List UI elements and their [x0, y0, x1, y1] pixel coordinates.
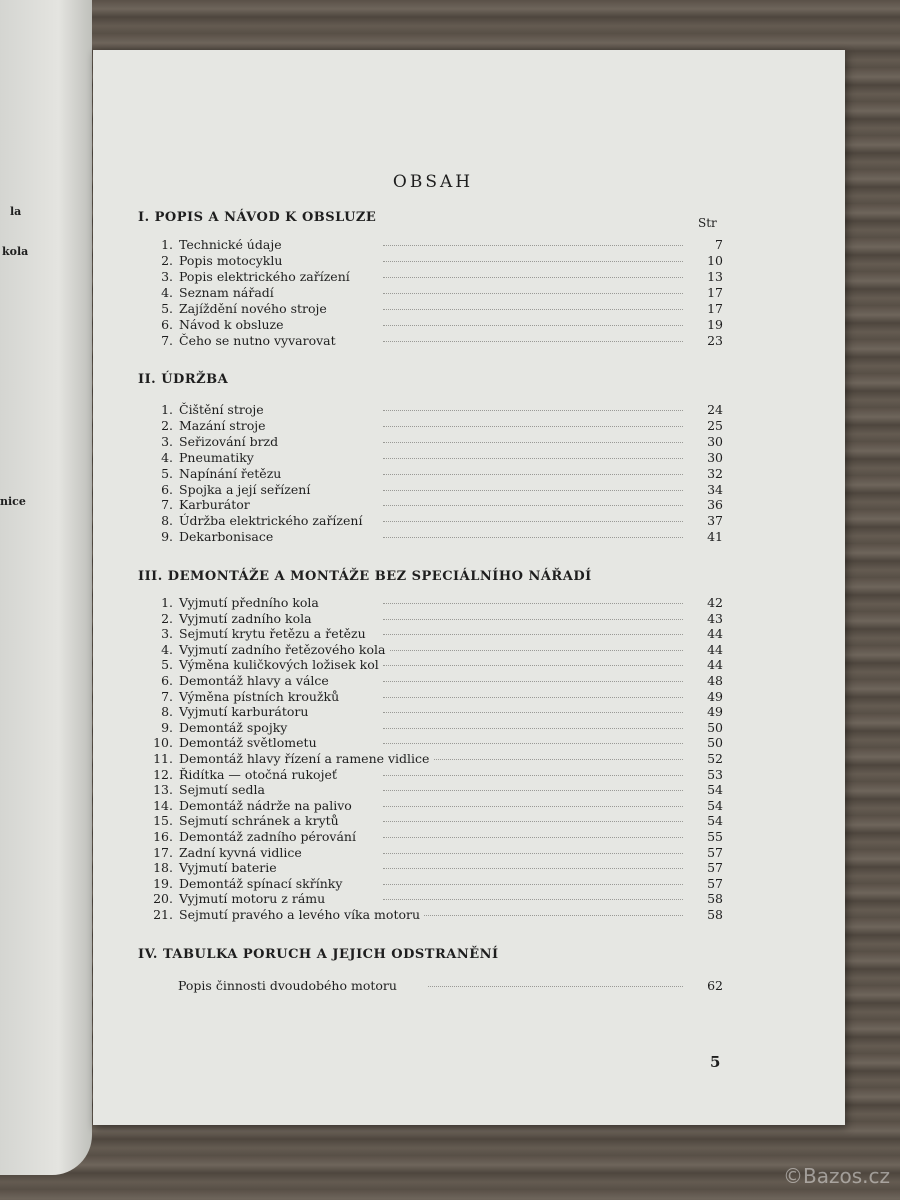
toc-entry: [133, 751, 723, 767]
section-heading: III. DEMONTÁŽE A MONTÁŽE BEZ SPECIÁLNÍHO NÁŘADÍ: [138, 569, 592, 584]
dot-leader: [383, 619, 683, 620]
toc-entry: [133, 450, 723, 466]
entry-number: 7.: [161, 333, 173, 348]
dot-leader: [383, 325, 683, 326]
dot-leader: [383, 915, 683, 916]
dot-leader: [383, 341, 683, 342]
entry-number: 6.: [161, 673, 173, 688]
toc-entry: [133, 798, 723, 814]
dot-leader: [383, 426, 683, 427]
entry-page: 48: [703, 673, 723, 688]
entry-title: Vyjmutí zadního kola: [179, 611, 316, 626]
entry-title: Návod k obsluze: [179, 317, 287, 332]
entry-title: Vyjmutí předního kola: [179, 595, 323, 610]
entry-number: 13.: [153, 782, 173, 798]
dot-leader: [383, 853, 683, 854]
entry-page: 30: [703, 434, 723, 449]
entry-number: 7.: [161, 688, 173, 704]
toc-entry: [178, 978, 723, 994]
entry-number: 15.: [153, 813, 173, 829]
entry-number: 17.: [153, 844, 173, 860]
entry-page: 49: [703, 689, 723, 704]
dot-leader: [383, 868, 683, 869]
dot-leader: [383, 712, 683, 713]
entry-title: Sejmutí krytu řetězu a řetězu: [179, 626, 370, 641]
entry-title: Demontáž hlavy řízení a ramene vidlice: [179, 751, 433, 766]
entry-number: 14.: [153, 797, 173, 813]
entry-page: 10: [703, 253, 723, 268]
entry-title: Čištění stroje: [179, 402, 268, 417]
toc-entry: [133, 402, 723, 418]
toc-entry: [133, 704, 723, 720]
entry-page: 13: [703, 269, 723, 284]
entry-title: Demontáž nádrže na palivo: [179, 798, 356, 813]
entry-number: 7.: [161, 497, 173, 513]
entry-page: 62: [703, 978, 723, 993]
entry-number: 10.: [153, 735, 173, 751]
entry-page: 23: [703, 333, 723, 348]
entry-page: 55: [703, 829, 723, 844]
entry-title: Technické údaje: [179, 237, 286, 252]
dot-leader: [383, 442, 683, 443]
entry-title: Řidítka — otočná rukojeť: [179, 767, 341, 782]
dot-leader: [383, 293, 683, 294]
entry-title: Dekarbonisace: [179, 529, 277, 544]
entry-number: 4.: [161, 641, 173, 657]
entry-number: 4.: [161, 285, 173, 300]
entry-title: Pneumatiky: [179, 450, 258, 465]
dot-leader: [383, 806, 683, 807]
entry-number: 9.: [161, 529, 173, 545]
entry-title: Sejmutí pravého a levého víka motoru: [179, 907, 424, 922]
entry-title: Seznam nářadí: [179, 285, 278, 300]
toc-entry: [133, 529, 723, 545]
entry-page: 57: [703, 845, 723, 860]
entry-title: Výměna kuličkových ložisek kol: [179, 657, 383, 672]
toc-entry: [133, 269, 723, 285]
entry-number: 16.: [153, 829, 173, 844]
entry-title: Popis elektrického zařízení: [179, 269, 354, 284]
entry-title: Vyjmutí baterie: [179, 860, 281, 875]
section-heading: IV. TABULKA PORUCH A JEJICH ODSTRANĚNÍ: [138, 947, 499, 962]
entry-title: Zajíždění nového stroje: [179, 301, 331, 316]
toc-entry: [133, 513, 723, 529]
entry-page: 44: [703, 626, 723, 641]
entry-title: Údržba elektrického zařízení: [179, 513, 366, 528]
page-title: OBSAH: [392, 172, 474, 192]
dot-leader: [383, 458, 683, 459]
entry-title: Zadní kyvná vidlice: [179, 845, 306, 860]
left-page: [0, 0, 92, 1175]
entry-number: 5.: [161, 657, 173, 673]
dot-leader: [383, 899, 683, 900]
entry-number: 5.: [161, 301, 173, 316]
entry-page: 17: [703, 301, 723, 316]
entry-number: 1.: [161, 402, 173, 417]
entry-page: 19: [703, 317, 723, 332]
left-page-fragment: nice: [0, 495, 26, 508]
section-heading: II. ÚDRŽBA: [138, 372, 229, 387]
toc-entry: [133, 611, 723, 627]
toc-entry: [133, 657, 723, 673]
entry-number: 21.: [153, 907, 173, 922]
entry-title: Demontáž světlometu: [179, 735, 321, 750]
entry-title: Sejmutí schránek a krytů: [179, 813, 343, 828]
entry-page: 58: [703, 907, 723, 922]
entry-page: 54: [703, 782, 723, 797]
page-number: 5: [710, 1053, 721, 1071]
entry-number: 6.: [161, 317, 173, 332]
entry-title: Vyjmutí zadního řetězového kola: [179, 642, 389, 657]
dot-leader: [383, 603, 683, 604]
entry-title: Sejmutí sedla: [179, 782, 269, 797]
entry-page: 7: [711, 237, 723, 252]
entry-page: 57: [703, 860, 723, 875]
entry-title: Popis motocyklu: [179, 253, 286, 268]
entry-title: Výměna pístních kroužků: [179, 689, 343, 704]
dot-leader: [383, 410, 683, 411]
entry-page: 54: [703, 798, 723, 813]
entry-page: 34: [703, 482, 723, 497]
entry-number: 1.: [161, 237, 173, 252]
entry-number: 3.: [161, 626, 173, 642]
entry-title: Demontáž spojky: [179, 720, 291, 735]
entry-number: 8.: [161, 704, 173, 720]
section-heading: I. POPIS A NÁVOD K OBSLUZE: [138, 210, 377, 225]
dot-leader: [383, 884, 683, 885]
toc-entry: [133, 317, 723, 333]
dot-leader: [383, 521, 683, 522]
toc-entry: [133, 333, 723, 349]
dot-leader: [383, 261, 683, 262]
toc-entry: [133, 642, 723, 658]
entry-number: 3.: [161, 433, 173, 449]
dot-leader: [383, 821, 683, 822]
toc-entry: [133, 626, 723, 642]
toc-page: [93, 50, 845, 1125]
entry-title: Seřizování brzd: [179, 434, 282, 449]
toc-entry: [133, 466, 723, 482]
entry-page: 25: [703, 418, 723, 433]
toc-entry: [133, 418, 723, 434]
dot-leader: [383, 650, 683, 651]
toc-entry: [133, 907, 723, 923]
entry-page: 50: [703, 720, 723, 735]
toc-entry: [133, 845, 723, 861]
entry-page: 44: [703, 642, 723, 657]
left-page-fragment: la: [10, 205, 22, 218]
entry-number: 1.: [161, 595, 173, 610]
entry-page: 36: [703, 497, 723, 512]
dot-leader: [383, 728, 683, 729]
entry-title: Demontáž spínací skřínky: [179, 876, 346, 891]
entry-title: Mazání stroje: [179, 418, 270, 433]
toc-entry: [133, 735, 723, 751]
entry-number: 19.: [153, 875, 173, 891]
entry-number: 20.: [153, 891, 173, 907]
dot-leader: [383, 309, 683, 310]
entry-number: 9.: [161, 719, 173, 735]
entry-title: Popis činnosti dvoudobého motoru: [178, 978, 401, 993]
toc-entry: [133, 253, 723, 269]
entry-page: 37: [703, 513, 723, 528]
entry-number: 2.: [161, 253, 173, 268]
toc-entry: [133, 767, 723, 783]
dot-leader: [383, 537, 683, 538]
entry-title: Spojka a její seřízení: [179, 482, 314, 497]
toc-entry: [133, 720, 723, 736]
entry-title: Napínání řetězu: [179, 466, 285, 481]
entry-title: Čeho se nutno vyvarovat: [179, 333, 340, 348]
entry-page: 44: [703, 657, 723, 672]
entry-page: 49: [703, 704, 723, 719]
dot-leader: [383, 665, 683, 666]
entry-title: Karburátor: [179, 497, 254, 512]
toc-entry: [133, 673, 723, 689]
page-column-label: Str: [698, 216, 717, 230]
entry-number: 2.: [161, 417, 173, 433]
toc-entry: [133, 237, 723, 253]
entry-number: 8.: [161, 513, 173, 529]
toc-entry: [133, 813, 723, 829]
dot-leader: [383, 490, 683, 491]
dot-leader: [428, 986, 683, 987]
entry-title: Vyjmutí karburátoru: [179, 704, 312, 719]
entry-number: 4.: [161, 449, 173, 465]
watermark: ©Bazos.cz: [783, 1164, 890, 1188]
entry-page: 52: [703, 751, 723, 766]
toc-entry: [133, 876, 723, 892]
toc-entry: [133, 301, 723, 317]
left-page-fragment: kola: [2, 245, 29, 258]
entry-page: 17: [703, 285, 723, 300]
dot-leader: [383, 505, 683, 506]
entry-page: 53: [703, 767, 723, 782]
entry-number: 5.: [161, 465, 173, 481]
toc-entry: [133, 482, 723, 498]
entry-number: 12.: [153, 766, 173, 782]
entry-title: Demontáž hlavy a válce: [179, 673, 333, 688]
entry-number: 6.: [161, 481, 173, 497]
dot-leader: [383, 634, 683, 635]
toc-entry: [133, 497, 723, 513]
dot-leader: [383, 837, 683, 838]
entry-page: 32: [703, 466, 723, 481]
toc-entry: [133, 782, 723, 798]
entry-page: 30: [703, 450, 723, 465]
toc-entry: [133, 829, 723, 845]
dot-leader: [383, 681, 683, 682]
toc-entry: [133, 285, 723, 301]
entry-title: Demontáž zadního pérování: [179, 829, 360, 844]
dot-leader: [383, 245, 683, 246]
toc-entry: [133, 595, 723, 611]
entry-number: 3.: [161, 269, 173, 284]
toc-entry: [133, 434, 723, 450]
entry-title: Vyjmutí motoru z rámu: [179, 891, 329, 906]
entry-page: 24: [703, 402, 723, 417]
toc-entry: [133, 891, 723, 907]
entry-page: 43: [703, 611, 723, 626]
entry-number: 18.: [153, 860, 173, 876]
entry-number: 11.: [153, 751, 173, 766]
entry-page: 42: [703, 595, 723, 610]
dot-leader: [383, 790, 683, 791]
entry-page: 50: [703, 735, 723, 750]
entry-page: 57: [703, 876, 723, 891]
dot-leader: [383, 474, 683, 475]
entry-page: 58: [703, 891, 723, 906]
dot-leader: [383, 697, 683, 698]
dot-leader: [383, 743, 683, 744]
dot-leader: [383, 277, 683, 278]
dot-leader: [383, 775, 683, 776]
entry-page: 54: [703, 813, 723, 828]
entry-number: 2.: [161, 610, 173, 626]
toc-entry: [133, 860, 723, 876]
toc-entry: [133, 689, 723, 705]
entry-page: 41: [703, 529, 723, 544]
